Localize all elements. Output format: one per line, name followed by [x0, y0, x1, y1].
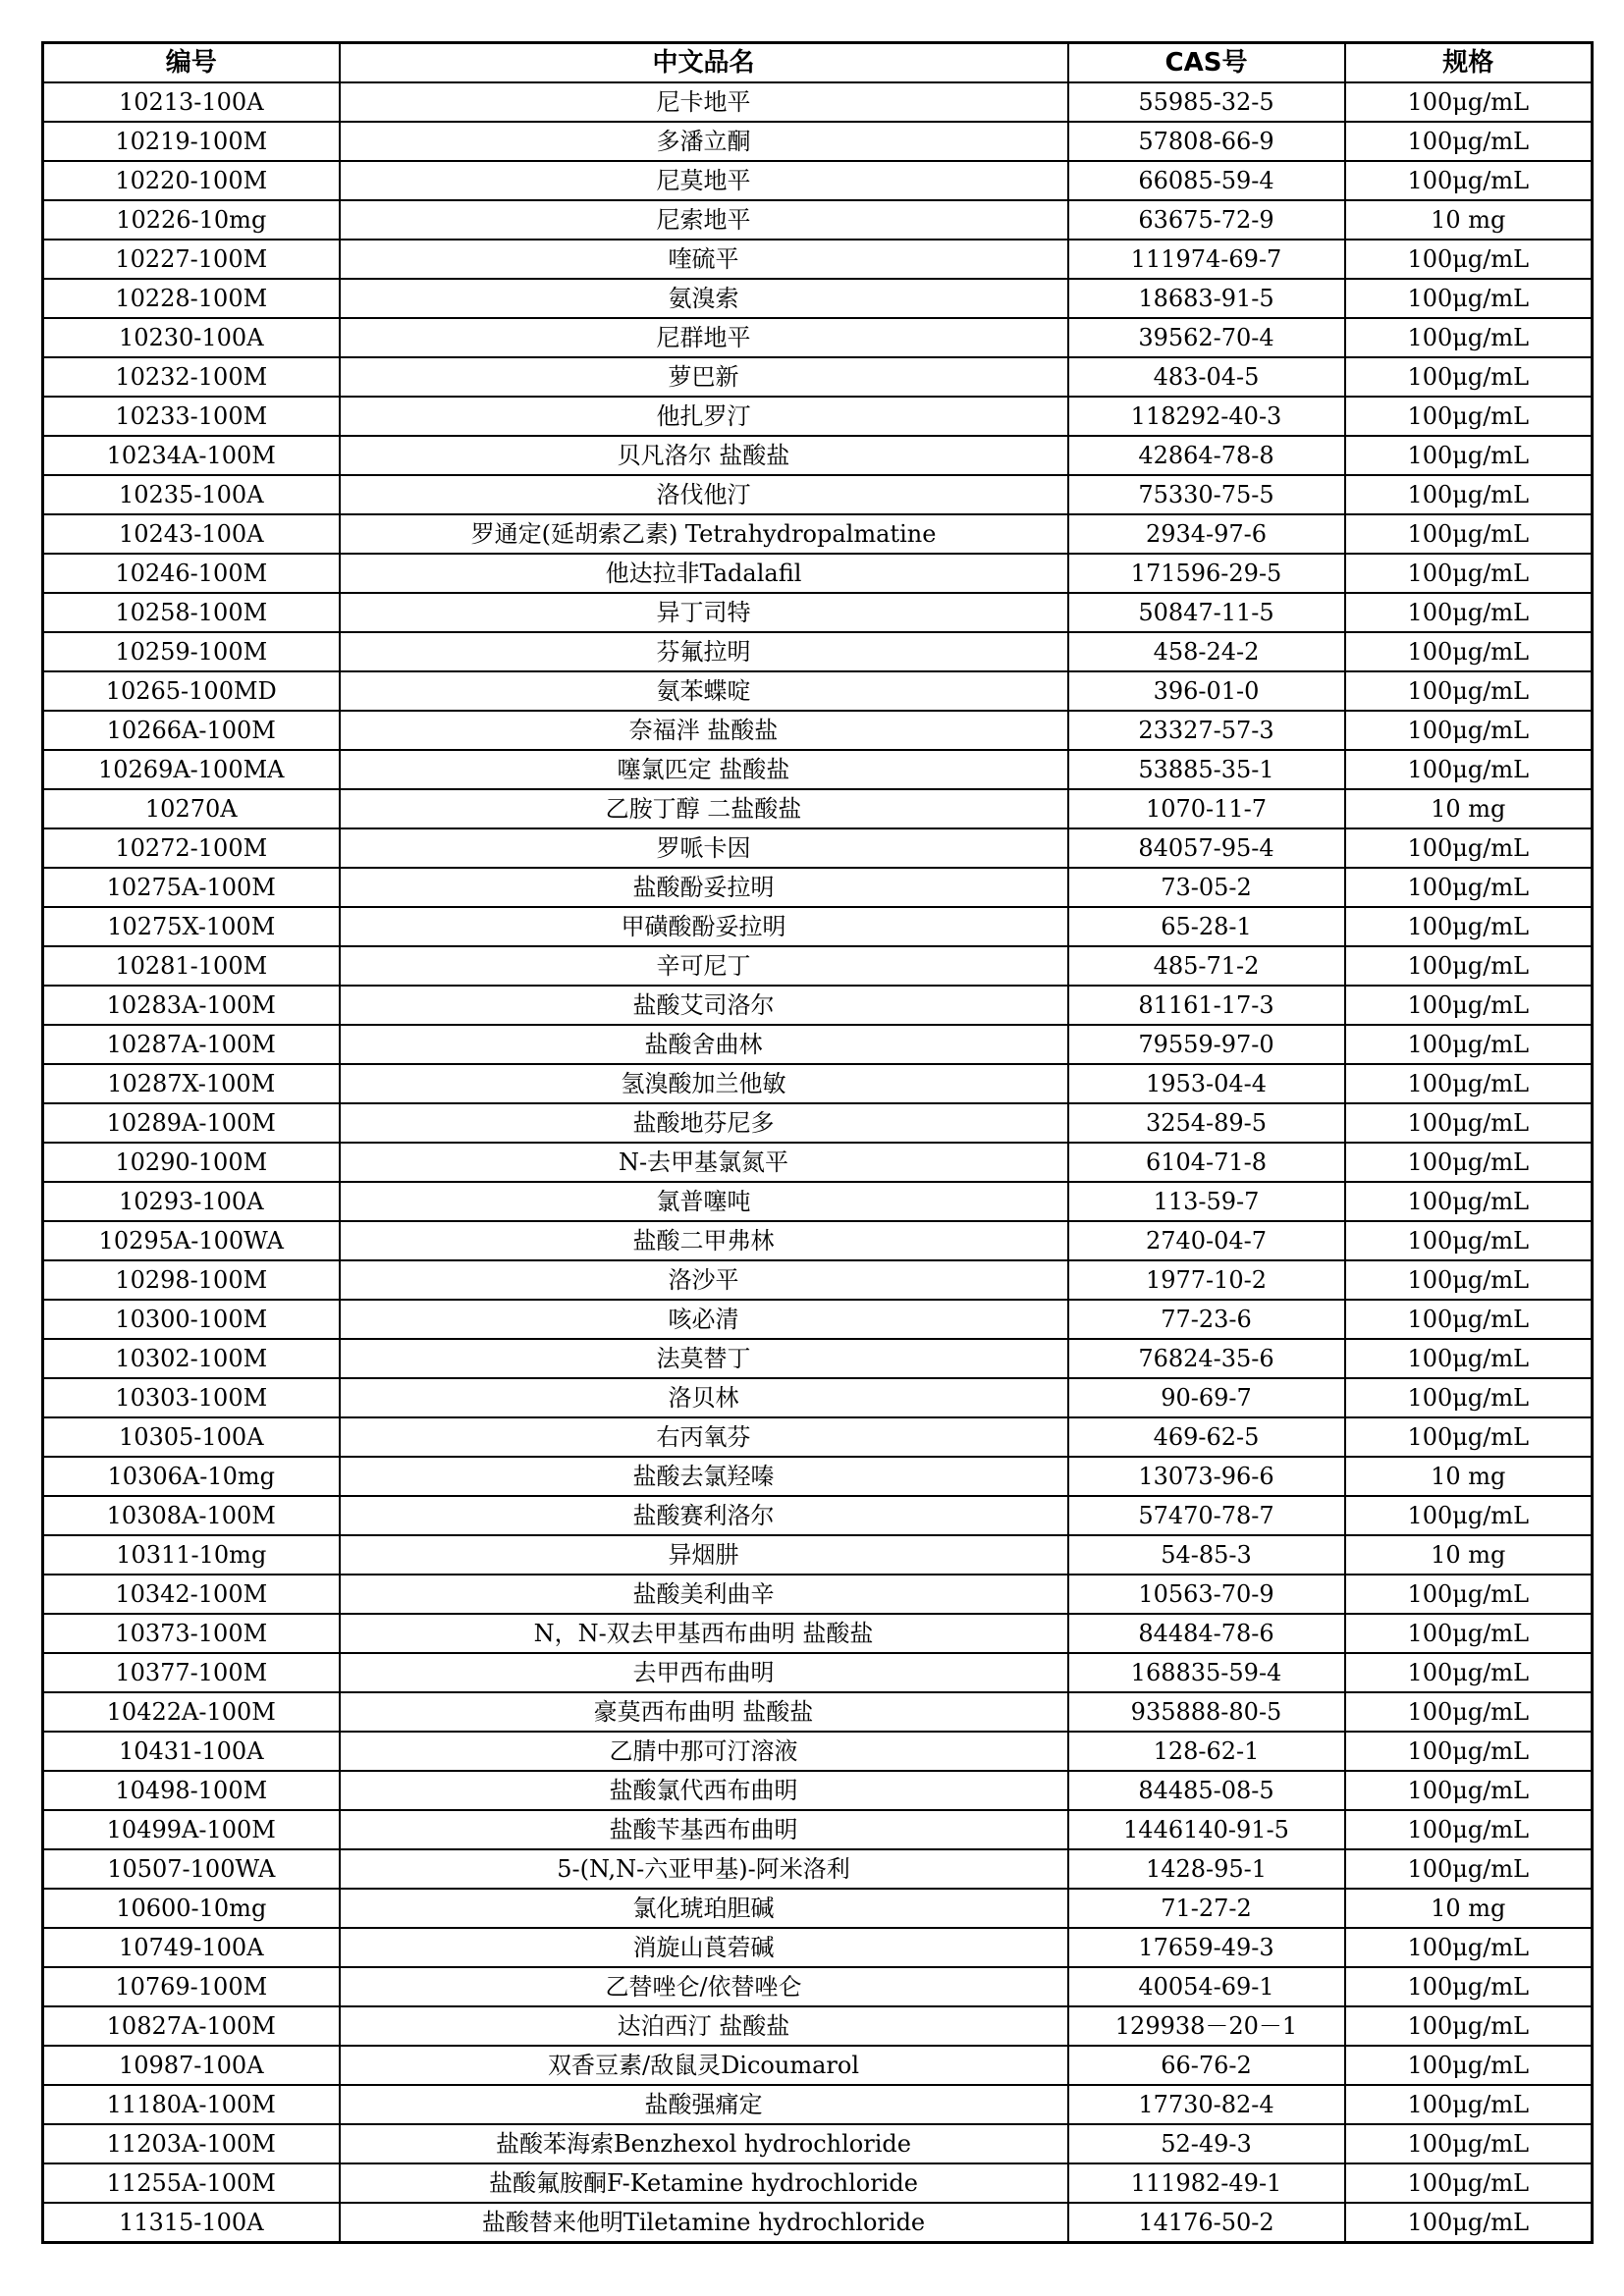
- cell-specification: 100μg/mL: [1345, 554, 1593, 593]
- table-row: [43, 122, 1593, 161]
- cell-code: 10306A-10mg: [43, 1457, 340, 1496]
- table-row: [43, 475, 1593, 514]
- table-row: [43, 1732, 1593, 1771]
- cell-cas-number: 90-69-7: [1068, 1378, 1345, 1417]
- table-row: [43, 1967, 1593, 2006]
- cell-code: 11315-100A: [43, 2203, 340, 2243]
- cell-specification: 10 mg: [1345, 200, 1593, 240]
- cell-cas-number: 73-05-2: [1068, 868, 1345, 907]
- cell-code: 10226-10mg: [43, 200, 340, 240]
- table-row: [43, 2124, 1593, 2163]
- table-row: [43, 2163, 1593, 2203]
- table-row: [43, 240, 1593, 279]
- table-row: [43, 986, 1593, 1025]
- cell-chinese-name: 乙胺丁醇 二盐酸盐: [340, 789, 1068, 828]
- cell-code: 10499A-100M: [43, 1810, 340, 1849]
- table-row: [43, 318, 1593, 357]
- cell-chinese-name: 盐酸替来他明Tiletamine hydrochloride: [340, 2203, 1068, 2243]
- cell-specification: 100μg/mL: [1345, 986, 1593, 1025]
- cell-cas-number: 6104-71-8: [1068, 1143, 1345, 1182]
- cell-code: 10311-10mg: [43, 1535, 340, 1575]
- table-row: [43, 907, 1593, 946]
- cell-cas-number: 485-71-2: [1068, 946, 1345, 986]
- table-row: [43, 1614, 1593, 1653]
- cell-cas-number: 40054-69-1: [1068, 1967, 1345, 2006]
- cell-chinese-name: 贝凡洛尔 盐酸盐: [340, 436, 1068, 475]
- cell-specification: 100μg/mL: [1345, 593, 1593, 632]
- cell-cas-number: 50847-11-5: [1068, 593, 1345, 632]
- cell-code: 10287X-100M: [43, 1064, 340, 1103]
- table-row: [43, 868, 1593, 907]
- cell-specification: 100μg/mL: [1345, 2124, 1593, 2163]
- cell-code: 10749-100A: [43, 1928, 340, 1967]
- cell-specification: 100μg/mL: [1345, 1771, 1593, 1810]
- cell-code: 10373-100M: [43, 1614, 340, 1653]
- cell-chinese-name: 辛可尼丁: [340, 946, 1068, 986]
- cell-cas-number: 57808-66-9: [1068, 122, 1345, 161]
- table-row: [43, 1260, 1593, 1300]
- table-row: [43, 789, 1593, 828]
- cell-specification: 100μg/mL: [1345, 1928, 1593, 1967]
- cell-cas-number: 14176-50-2: [1068, 2203, 1345, 2243]
- cell-chinese-name: 盐酸二甲弗林: [340, 1221, 1068, 1260]
- cell-code: 10275X-100M: [43, 907, 340, 946]
- cell-code: 10232-100M: [43, 357, 340, 397]
- cell-chinese-name: 盐酸去氯羟嗪: [340, 1457, 1068, 1496]
- header-code: 编号: [43, 43, 340, 83]
- cell-chinese-name: 盐酸强痛定: [340, 2085, 1068, 2124]
- cell-code: 10227-100M: [43, 240, 340, 279]
- cell-cas-number: 66-76-2: [1068, 2046, 1345, 2085]
- cell-cas-number: 63675-72-9: [1068, 200, 1345, 240]
- table-row: [43, 1143, 1593, 1182]
- cell-cas-number: 52-49-3: [1068, 2124, 1345, 2163]
- table-row: [43, 161, 1593, 200]
- cell-code: 10220-100M: [43, 161, 340, 200]
- cell-cas-number: 76824-35-6: [1068, 1339, 1345, 1378]
- cell-chinese-name: 氨苯蝶啶: [340, 671, 1068, 711]
- table-row: [43, 828, 1593, 868]
- cell-code: 10377-100M: [43, 1653, 340, 1692]
- cell-code: 10266A-100M: [43, 711, 340, 750]
- cell-specification: 10 mg: [1345, 1457, 1593, 1496]
- cell-chinese-name: 氨溴索: [340, 279, 1068, 318]
- cell-code: 10228-100M: [43, 279, 340, 318]
- cell-cas-number: 396-01-0: [1068, 671, 1345, 711]
- cell-specification: 100μg/mL: [1345, 671, 1593, 711]
- cell-code: 10233-100M: [43, 397, 340, 436]
- cell-specification: 100μg/mL: [1345, 1064, 1593, 1103]
- header-chinese-name: 中文品名: [340, 43, 1068, 83]
- cell-code: 10269A-100MA: [43, 750, 340, 789]
- cell-specification: 100μg/mL: [1345, 946, 1593, 986]
- table-header: [43, 43, 1593, 83]
- cell-chinese-name: 喹硫平: [340, 240, 1068, 279]
- table-row: [43, 1810, 1593, 1849]
- cell-specification: 100μg/mL: [1345, 2163, 1593, 2203]
- cell-code: 10287A-100M: [43, 1025, 340, 1064]
- cell-cas-number: 168835-59-4: [1068, 1653, 1345, 1692]
- cell-code: 10265-100MD: [43, 671, 340, 711]
- cell-cas-number: 54-85-3: [1068, 1535, 1345, 1575]
- cell-specification: 100μg/mL: [1345, 2085, 1593, 2124]
- cell-chinese-name: N，N-双去甲基西布曲明 盐酸盐: [340, 1614, 1068, 1653]
- cell-code: 10305-100A: [43, 1417, 340, 1457]
- cell-cas-number: 1977-10-2: [1068, 1260, 1345, 1300]
- cell-chinese-name: 氯普噻吨: [340, 1182, 1068, 1221]
- cell-cas-number: 2740-04-7: [1068, 1221, 1345, 1260]
- table-row: [43, 1339, 1593, 1378]
- table-row: [43, 2006, 1593, 2046]
- cell-code: 10302-100M: [43, 1339, 340, 1378]
- cell-specification: 100μg/mL: [1345, 1182, 1593, 1221]
- cell-cas-number: 2934-97-6: [1068, 514, 1345, 554]
- cell-cas-number: 75330-75-5: [1068, 475, 1345, 514]
- cell-specification: 100μg/mL: [1345, 828, 1593, 868]
- cell-specification: 100μg/mL: [1345, 907, 1593, 946]
- cell-code: 10272-100M: [43, 828, 340, 868]
- cell-chinese-name: 异丁司特: [340, 593, 1068, 632]
- cell-code: 10219-100M: [43, 122, 340, 161]
- cell-cas-number: 39562-70-4: [1068, 318, 1345, 357]
- cell-chinese-name: 多潘立酮: [340, 122, 1068, 161]
- table-row: [43, 1771, 1593, 1810]
- cell-cas-number: 129938－20－1: [1068, 2006, 1345, 2046]
- cell-chinese-name: 5-(N,N-六亚甲基)-阿米洛利: [340, 1849, 1068, 1889]
- cell-cas-number: 77-23-6: [1068, 1300, 1345, 1339]
- cell-chinese-name: 尼莫地平: [340, 161, 1068, 200]
- cell-code: 11255A-100M: [43, 2163, 340, 2203]
- table-row: [43, 1889, 1593, 1928]
- cell-code: 10230-100A: [43, 318, 340, 357]
- cell-cas-number: 113-59-7: [1068, 1182, 1345, 1221]
- cell-specification: 100μg/mL: [1345, 514, 1593, 554]
- cell-code: 10431-100A: [43, 1732, 340, 1771]
- table-row: [43, 1457, 1593, 1496]
- cell-code: 10827A-100M: [43, 2006, 340, 2046]
- cell-chinese-name: 双香豆素/敌鼠灵Dicoumarol: [340, 2046, 1068, 2085]
- cell-code: 10600-10mg: [43, 1889, 340, 1928]
- table-row: [43, 1064, 1593, 1103]
- cell-specification: 100μg/mL: [1345, 868, 1593, 907]
- cell-specification: 100μg/mL: [1345, 1575, 1593, 1614]
- cell-specification: 100μg/mL: [1345, 1849, 1593, 1889]
- table-row: [43, 200, 1593, 240]
- cell-chinese-name: 芬氟拉明: [340, 632, 1068, 671]
- cell-specification: 100μg/mL: [1345, 750, 1593, 789]
- table-body: [43, 82, 1593, 2243]
- cell-code: 10300-100M: [43, 1300, 340, 1339]
- table-row: [43, 750, 1593, 789]
- cell-cas-number: 84484-78-6: [1068, 1614, 1345, 1653]
- cell-cas-number: 1446140-91-5: [1068, 1810, 1345, 1849]
- cell-code: 10283A-100M: [43, 986, 340, 1025]
- cell-cas-number: 3254-89-5: [1068, 1103, 1345, 1143]
- cell-code: 11203A-100M: [43, 2124, 340, 2163]
- cell-code: 10246-100M: [43, 554, 340, 593]
- cell-chinese-name: 氯化琥珀胆碱: [340, 1889, 1068, 1928]
- cell-specification: 100μg/mL: [1345, 1653, 1593, 1692]
- table-row: [43, 2046, 1593, 2085]
- cell-code: 10235-100A: [43, 475, 340, 514]
- cell-specification: 100μg/mL: [1345, 122, 1593, 161]
- cell-code: 10243-100A: [43, 514, 340, 554]
- cell-specification: 100μg/mL: [1345, 1732, 1593, 1771]
- cell-cas-number: 17730-82-4: [1068, 2085, 1345, 2124]
- cell-specification: 10 mg: [1345, 1535, 1593, 1575]
- cell-chinese-name: 达泊西汀 盐酸盐: [340, 2006, 1068, 2046]
- cell-specification: 10 mg: [1345, 789, 1593, 828]
- header-specification: 规格: [1345, 43, 1593, 83]
- cell-cas-number: 53885-35-1: [1068, 750, 1345, 789]
- table-row: [43, 671, 1593, 711]
- cell-specification: 100μg/mL: [1345, 1025, 1593, 1064]
- cell-cas-number: 13073-96-6: [1068, 1457, 1345, 1496]
- cell-chinese-name: 奈福泮 盐酸盐: [340, 711, 1068, 750]
- cell-code: 11180A-100M: [43, 2085, 340, 2124]
- cell-chinese-name: 消旋山莨菪碱: [340, 1928, 1068, 1967]
- cell-specification: 100μg/mL: [1345, 1339, 1593, 1378]
- cell-specification: 100μg/mL: [1345, 436, 1593, 475]
- table-row: [43, 436, 1593, 475]
- cell-specification: 100μg/mL: [1345, 357, 1593, 397]
- cell-specification: 100μg/mL: [1345, 1300, 1593, 1339]
- cell-code: 10258-100M: [43, 593, 340, 632]
- cell-chinese-name: 盐酸美利曲辛: [340, 1575, 1068, 1614]
- product-table: [41, 41, 1594, 2244]
- cell-chinese-name: 咳必清: [340, 1300, 1068, 1339]
- cell-chinese-name: N-去甲基氯氮平: [340, 1143, 1068, 1182]
- cell-specification: 100μg/mL: [1345, 161, 1593, 200]
- cell-specification: 100μg/mL: [1345, 2046, 1593, 2085]
- cell-chinese-name: 尼群地平: [340, 318, 1068, 357]
- cell-chinese-name: 乙替唑仑/依替唑仑: [340, 1967, 1068, 2006]
- cell-specification: 100μg/mL: [1345, 1496, 1593, 1535]
- cell-chinese-name: 盐酸苄基西布曲明: [340, 1810, 1068, 1849]
- cell-code: 10987-100A: [43, 2046, 340, 2085]
- cell-specification: 100μg/mL: [1345, 1103, 1593, 1143]
- cell-specification: 100μg/mL: [1345, 2203, 1593, 2243]
- cell-cas-number: 57470-78-7: [1068, 1496, 1345, 1535]
- cell-cas-number: 10563-70-9: [1068, 1575, 1345, 1614]
- table-row: [43, 554, 1593, 593]
- cell-cas-number: 171596-29-5: [1068, 554, 1345, 593]
- cell-cas-number: 458-24-2: [1068, 632, 1345, 671]
- cell-chinese-name: 去甲西布曲明: [340, 1653, 1068, 1692]
- cell-cas-number: 128-62-1: [1068, 1732, 1345, 1771]
- cell-specification: 100μg/mL: [1345, 1260, 1593, 1300]
- cell-code: 10295A-100WA: [43, 1221, 340, 1260]
- cell-chinese-name: 氢溴酸加兰他敏: [340, 1064, 1068, 1103]
- table-row: [43, 1103, 1593, 1143]
- table-row: [43, 1182, 1593, 1221]
- cell-specification: 100μg/mL: [1345, 240, 1593, 279]
- cell-specification: 100μg/mL: [1345, 1614, 1593, 1653]
- cell-chinese-name: 法莫替丁: [340, 1339, 1068, 1378]
- cell-specification: 100μg/mL: [1345, 475, 1593, 514]
- cell-chinese-name: 右丙氧芬: [340, 1417, 1068, 1457]
- table-row: [43, 357, 1593, 397]
- table-row: [43, 1417, 1593, 1457]
- table-row: [43, 632, 1593, 671]
- cell-code: 10275A-100M: [43, 868, 340, 907]
- table-row: [43, 1692, 1593, 1732]
- cell-cas-number: 55985-32-5: [1068, 82, 1345, 122]
- cell-code: 10290-100M: [43, 1143, 340, 1182]
- cell-code: 10507-100WA: [43, 1849, 340, 1889]
- cell-code: 10213-100A: [43, 82, 340, 122]
- cell-chinese-name: 洛沙平: [340, 1260, 1068, 1300]
- cell-specification: 100μg/mL: [1345, 397, 1593, 436]
- cell-specification: 100μg/mL: [1345, 82, 1593, 122]
- table-row: [43, 514, 1593, 554]
- cell-chinese-name: 罗哌卡因: [340, 828, 1068, 868]
- cell-specification: 100μg/mL: [1345, 2006, 1593, 2046]
- cell-cas-number: 17659-49-3: [1068, 1928, 1345, 1967]
- cell-specification: 100μg/mL: [1345, 318, 1593, 357]
- table-row: [43, 1025, 1593, 1064]
- cell-cas-number: 71-27-2: [1068, 1889, 1345, 1928]
- cell-chinese-name: 盐酸艾司洛尔: [340, 986, 1068, 1025]
- cell-chinese-name: 他扎罗汀: [340, 397, 1068, 436]
- cell-cas-number: 111982-49-1: [1068, 2163, 1345, 2203]
- cell-cas-number: 935888-80-5: [1068, 1692, 1345, 1732]
- table-row: [43, 1928, 1593, 1967]
- cell-cas-number: 18683-91-5: [1068, 279, 1345, 318]
- cell-cas-number: 65-28-1: [1068, 907, 1345, 946]
- cell-specification: 100μg/mL: [1345, 1810, 1593, 1849]
- cell-chinese-name: 盐酸氯代西布曲明: [340, 1771, 1068, 1810]
- cell-cas-number: 118292-40-3: [1068, 397, 1345, 436]
- cell-chinese-name: 盐酸苯海索Benzhexol hydrochloride: [340, 2124, 1068, 2163]
- table-row: [43, 82, 1593, 122]
- table-row: [43, 1653, 1593, 1692]
- cell-chinese-name: 洛伐他汀: [340, 475, 1068, 514]
- table-row: [43, 1378, 1593, 1417]
- cell-chinese-name: 噻氯匹定 盐酸盐: [340, 750, 1068, 789]
- cell-code: 10422A-100M: [43, 1692, 340, 1732]
- table-row: [43, 1300, 1593, 1339]
- cell-chinese-name: 盐酸地芬尼多: [340, 1103, 1068, 1143]
- cell-chinese-name: 他达拉非Tadalafil: [340, 554, 1068, 593]
- table-row: [43, 1575, 1593, 1614]
- cell-code: 10342-100M: [43, 1575, 340, 1614]
- cell-chinese-name: 罗通定(延胡索乙素) Tetrahydropalmatine: [340, 514, 1068, 554]
- cell-chinese-name: 甲磺酸酚妥拉明: [340, 907, 1068, 946]
- table-row: [43, 711, 1593, 750]
- cell-chinese-name: 豪莫西布曲明 盐酸盐: [340, 1692, 1068, 1732]
- table-row: [43, 1849, 1593, 1889]
- cell-code: 10769-100M: [43, 1967, 340, 2006]
- cell-specification: 100μg/mL: [1345, 1143, 1593, 1182]
- cell-chinese-name: 洛贝林: [340, 1378, 1068, 1417]
- table-row: [43, 279, 1593, 318]
- cell-code: 10281-100M: [43, 946, 340, 986]
- cell-cas-number: 1953-04-4: [1068, 1064, 1345, 1103]
- cell-code: 10303-100M: [43, 1378, 340, 1417]
- header-cas-number: CAS号: [1068, 43, 1345, 83]
- cell-specification: 100μg/mL: [1345, 1378, 1593, 1417]
- cell-cas-number: 81161-17-3: [1068, 986, 1345, 1025]
- cell-chinese-name: 盐酸舍曲林: [340, 1025, 1068, 1064]
- cell-specification: 100μg/mL: [1345, 1692, 1593, 1732]
- cell-specification: 100μg/mL: [1345, 711, 1593, 750]
- cell-code: 10308A-100M: [43, 1496, 340, 1535]
- cell-cas-number: 84485-08-5: [1068, 1771, 1345, 1810]
- cell-cas-number: 1428-95-1: [1068, 1849, 1345, 1889]
- cell-code: 10289A-100M: [43, 1103, 340, 1143]
- cell-code: 10234A-100M: [43, 436, 340, 475]
- cell-chinese-name: 盐酸赛利洛尔: [340, 1496, 1068, 1535]
- cell-specification: 100μg/mL: [1345, 1417, 1593, 1457]
- cell-code: 10293-100A: [43, 1182, 340, 1221]
- table-row: [43, 946, 1593, 986]
- table-row: [43, 2085, 1593, 2124]
- table-row: [43, 593, 1593, 632]
- table-row: [43, 1496, 1593, 1535]
- cell-code: 10259-100M: [43, 632, 340, 671]
- table-row: [43, 2203, 1593, 2243]
- cell-cas-number: 42864-78-8: [1068, 436, 1345, 475]
- cell-specification: 100μg/mL: [1345, 1221, 1593, 1260]
- cell-chinese-name: 乙腈中那可汀溶液: [340, 1732, 1068, 1771]
- cell-cas-number: 66085-59-4: [1068, 161, 1345, 200]
- cell-cas-number: 84057-95-4: [1068, 828, 1345, 868]
- cell-specification: 100μg/mL: [1345, 279, 1593, 318]
- table-row: [43, 1535, 1593, 1575]
- cell-cas-number: 23327-57-3: [1068, 711, 1345, 750]
- table-row: [43, 1221, 1593, 1260]
- cell-chinese-name: 萝巴新: [340, 357, 1068, 397]
- cell-code: 10498-100M: [43, 1771, 340, 1810]
- table-row: [43, 397, 1593, 436]
- cell-chinese-name: 尼卡地平: [340, 82, 1068, 122]
- cell-chinese-name: 尼索地平: [340, 200, 1068, 240]
- cell-cas-number: 1070-11-7: [1068, 789, 1345, 828]
- cell-code: 10270A: [43, 789, 340, 828]
- cell-cas-number: 483-04-5: [1068, 357, 1345, 397]
- cell-cas-number: 111974-69-7: [1068, 240, 1345, 279]
- cell-specification: 100μg/mL: [1345, 632, 1593, 671]
- cell-chinese-name: 异烟肼: [340, 1535, 1068, 1575]
- cell-specification: 100μg/mL: [1345, 1967, 1593, 2006]
- header-row: [43, 43, 1593, 83]
- cell-chinese-name: 盐酸氟胺酮F-Ketamine hydrochloride: [340, 2163, 1068, 2203]
- cell-code: 10298-100M: [43, 1260, 340, 1300]
- cell-cas-number: 469-62-5: [1068, 1417, 1345, 1457]
- cell-specification: 10 mg: [1345, 1889, 1593, 1928]
- cell-cas-number: 79559-97-0: [1068, 1025, 1345, 1064]
- cell-chinese-name: 盐酸酚妥拉明: [340, 868, 1068, 907]
